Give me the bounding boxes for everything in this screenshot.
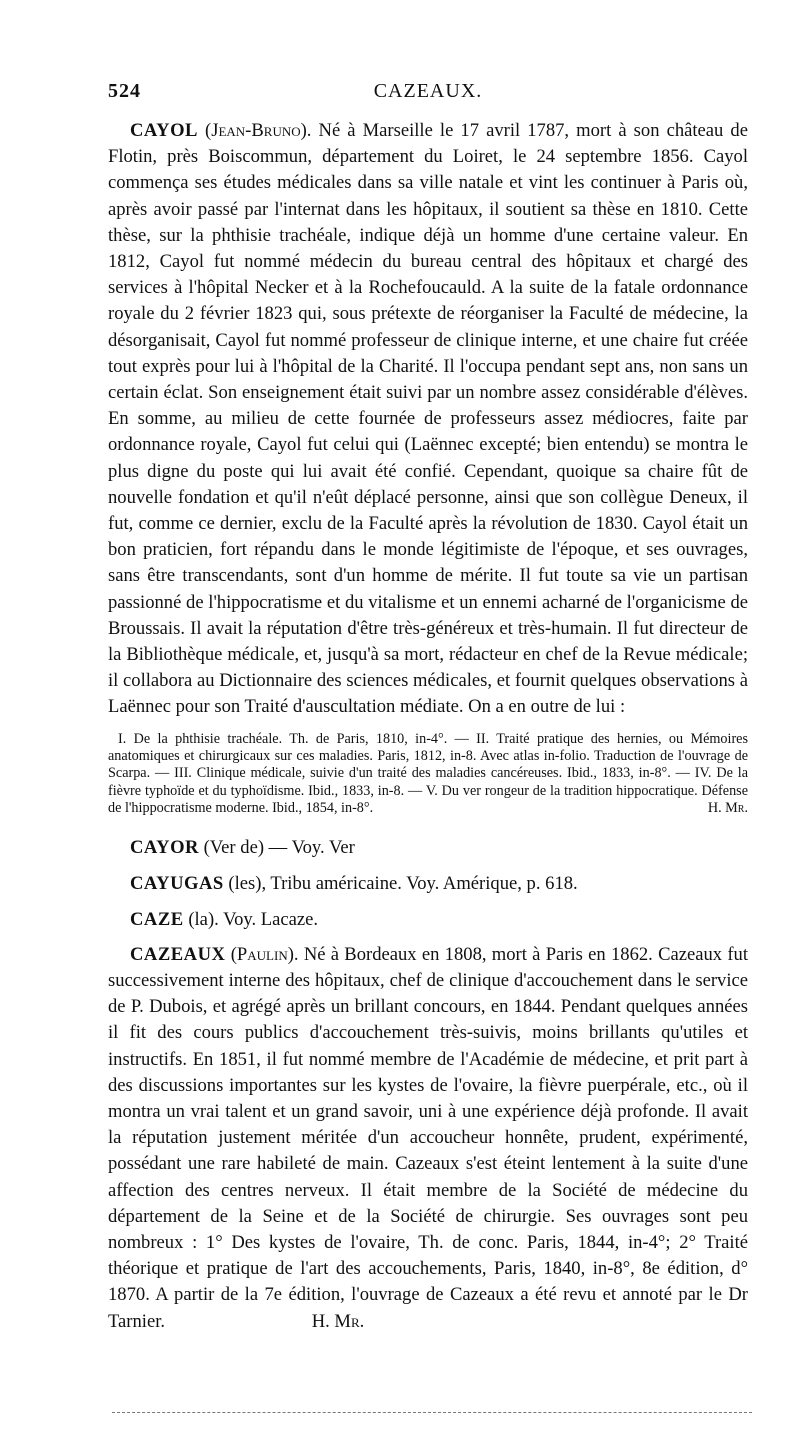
headword: CAYOL bbox=[130, 120, 198, 141]
entry-qualifier: (Jean-Bruno). bbox=[205, 120, 312, 141]
author-signature: H. Mr. bbox=[311, 1310, 365, 1332]
headword: CAZEAUX bbox=[130, 943, 226, 965]
running-head: CAZEAUX. bbox=[373, 80, 483, 102]
entry-cayugas bbox=[108, 870, 748, 898]
cross-reference: (les), Tribu américaine. Voy. Amérique, p. 618. bbox=[228, 872, 578, 894]
bibliography-text: I. De la phthisie trachéale. Th. de Paris, 1810, in-4°. — II. Traité pratique des hernies, ou Mémoires anatomiques et chirurgicaux sur ces maladies. Paris, 1812, in-8. Avec atlas in-folio. Traduction de l'ouvrage de Scarpa. — III. Clinique médicale, suivie d'un traité des maladies cancéreuses. Ibid., 1833, in-8°. — IV. De la fièvre typhoïde et du typhoïdisme. Ibid., 1833, in-8. — V. Du ver rongeur de la tradition hippocratique. Défense de l'hippocratisme moderne. Ibid., 1854, in-8°. bbox=[108, 730, 748, 817]
page-number: 524 bbox=[108, 80, 141, 102]
entry-qualifier: (Paulin). bbox=[230, 943, 299, 965]
headword: CAYUGAS bbox=[130, 872, 224, 894]
author-signature: H. Mr. bbox=[707, 800, 748, 817]
entry-caze bbox=[108, 906, 748, 934]
cross-reference: (Ver de) — Voy. Ver bbox=[203, 836, 355, 858]
bottom-divider bbox=[112, 1412, 752, 1413]
entry-body: Né à Bordeaux en 1808, mort à Paris en 1862. Cazeaux fut successivement interne des hôpitaux, chef de clinique d'accouchement dans le service de P. Dubois, et agrégé après un brillant concours, en 1844. Pendant quelques années il fit des cours publics d'accouchement très-suivis, moins brillants qu'utiles et instructifs. En 1851, il fut nommé membre de l'Académie de médecine, et prit part à des discussions importantes sur les kystes de l'ovaire, la fièvre puerpérale, etc., où il montra un vrai talent et un grand savoir, uni à une expérience déjà profonde. Il avait la réputation justement méritée d'un accoucheur honnête, prudent, expérimenté, possédant une rare habileté de main. Cazeaux s'est éteint lentement à la suite d'une affection des centres nerveux. Il était membre de la Société de médecine du département de la Seine et de la Société de chirurgie. Ses ouvrages sont peu nombreux : 1° Des kystes de l'ovaire, Th. de conc. Paris, 1844, in-4°; 2° Traité théorique et pratique de l'art des accouchements, Paris, 1840, in-8°, 8e édition, d° 1870. A partir de la 7e édition, l'ouvrage de Cazeaux a été revu et annoté par le Dr Tarnier. bbox=[108, 943, 749, 1332]
cross-reference: (la). Voy. Lacaze. bbox=[188, 908, 319, 930]
page-header bbox=[108, 80, 748, 118]
headword: CAYOR bbox=[130, 836, 199, 858]
headword: CAZE bbox=[130, 908, 184, 930]
page-body bbox=[108, 118, 748, 1335]
entry-cayol bbox=[108, 118, 748, 721]
entry-body: Né à Marseille le 17 avril 1787, mort à son château de Flotin, près Boiscommun, département du Loiret, le 24 septembre 1856. Cayol commença ses études médicales dans sa ville natale et vint les continuer à Paris où, après avoir passé par l'internat dans les hôpitaux, il soutient sa thèse en 1810. Cette thèse, sur la phthisie trachéale, indique déjà un homme d'une certaine valeur. En 1812, Cayol fut nommé médecin du bureau central des hôpitaux et chargé des services à l'hôpital Necker et à la Rochefoucauld. A la suite de la fatale ordonnance royale du 2 février 1823 qui, sous prétexte de réorganiser la Faculté de médecine, la désorganisait, Cayol fut nommé professeur de clinique interne, et une chaire fut créée tout exprès pour lui à l'hôpital de la Charité. Il l'occupa pendant sept ans, non sans un certain éclat. Son enseignement était suivi par un nombre assez considérable d'élèves. En somme, au milieu de cette fournée de professeurs assez médiocres, faite par ordonnance royale, Cayol fut celui qui (Laënnec excepté; bien entendu) se montra le plus digne du poste qui lui avait été confié. Cependant, quoique sa chaire fût de nouvelle fondation et qu'il n'eût déplacé personne, ainsi que son collègue Deneux, il fut, comme ce dernier, exclu de la Faculté après la révolution de 1830. Cayol était un bon praticien, fort répandu dans le monde légitimiste de l'époque, et ses ouvrages, sans être transcendants, sont d'un homme de mérite. Il fut toute sa vie un partisan passionné de l'hippocratisme et du vitalisme et un ennemi acharné de l'organicisme de Broussais. Il avait la réputation d'être très-généreux et très-humain. Il fut directeur de la Bibliothèque médicale, et, jusqu'à sa mort, rédacteur en chef de la Revue médicale; il collabora au Dictionnaire des sciences médicales, et fournit quelques observations à Laënnec pour son Traité d'auscultation médiate. On a en outre de lui : bbox=[108, 120, 748, 718]
entry-cazeaux bbox=[108, 942, 748, 1335]
bibliography bbox=[108, 731, 748, 818]
entry-cayor bbox=[108, 834, 748, 862]
